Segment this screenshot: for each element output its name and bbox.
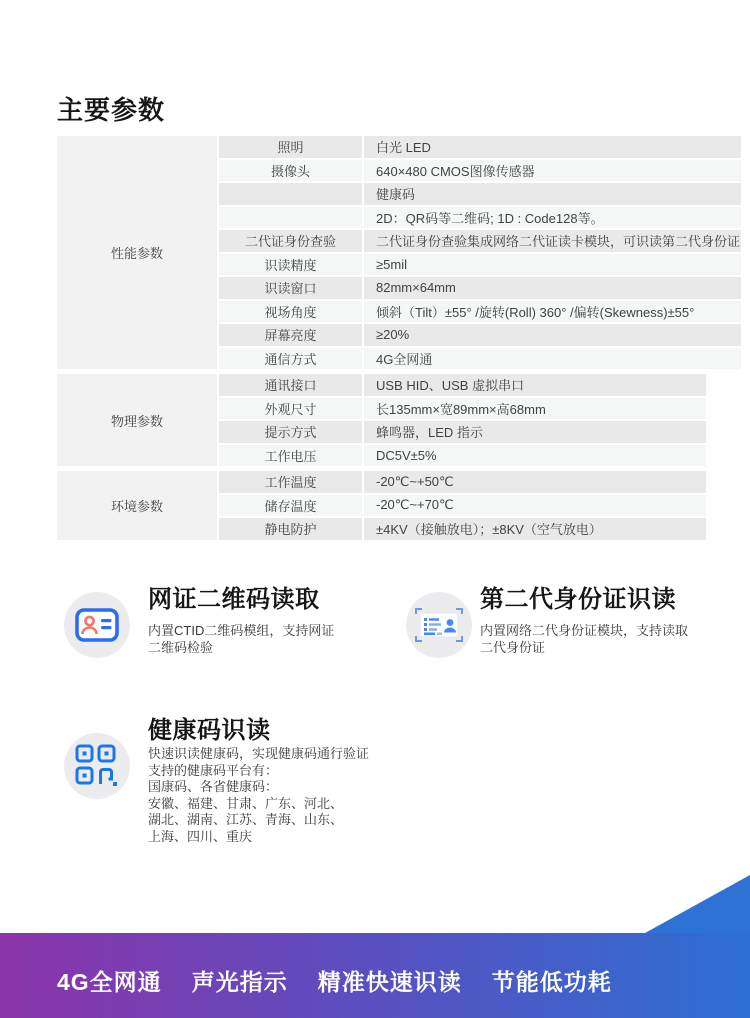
feature-text-id2: 内置网络二代身份证模块，支持读取二代身份证 — [480, 623, 689, 655]
banner-feature-item: 节能低功耗 — [491, 969, 612, 995]
spec-label-cell — [219, 207, 362, 229]
spec-label-cell: 静电防护 — [219, 518, 362, 540]
spec-row — [57, 136, 741, 158]
feature-title-health: 健康码识读 — [148, 717, 271, 744]
spec-label-cell: 工作温度 — [219, 471, 362, 493]
spec-value-cell: 二代证身份查验集成网络二代证读卡模块，可识读第二代身份证 — [364, 230, 741, 252]
banner-feature-item: 4G全网通 — [57, 969, 162, 995]
spec-value-cell: 蜂鸣器，LED 指示 — [364, 421, 706, 443]
health-platform-line: 上海、四川、重庆 — [148, 828, 253, 844]
spec-value-cell: 4G全网通 — [364, 348, 741, 370]
spec-value-cell: ≥5mil — [364, 254, 741, 276]
spec-value-cell: -20℃~+70℃ — [364, 495, 706, 517]
spec-value-cell: 白光 LED — [364, 136, 741, 158]
spec-label-cell: 提示方式 — [219, 421, 362, 443]
health-platform-line: 国康码、各省健康码： — [148, 779, 279, 794]
spec-label-cell: 摄像头 — [219, 160, 362, 182]
spec-value-cell: 长135mm×宽89mm×高68mm — [364, 398, 706, 420]
banner-feature-list — [57, 964, 612, 997]
banner-diagonal-shape — [645, 875, 750, 933]
banner-feature-item: 声光指示 — [191, 969, 288, 995]
spec-row — [57, 471, 706, 493]
feature-text-ctid: 内置CTID二维码模组，支持网证二维码检验 — [148, 623, 335, 655]
spec-value-cell: ≥20% — [364, 324, 741, 346]
spec-section-0 — [55, 134, 743, 371]
id-card-scan-icon — [413, 604, 465, 646]
spec-row — [57, 374, 706, 396]
spec-table — [55, 134, 743, 543]
feature-text-health — [148, 746, 478, 845]
spec-category-cell: 物理参数 — [57, 374, 217, 466]
spec-category-cell: 环境参数 — [57, 471, 217, 540]
spec-label-cell: 视场角度 — [219, 301, 362, 323]
spec-value-cell: ±4KV（接触放电）；±8KV（空气放电） — [364, 518, 706, 540]
spec-section-1 — [55, 372, 708, 468]
feature-title-ctid: 网证二维码读取 — [148, 586, 320, 613]
spec-label-cell: 识读窗口 — [219, 277, 362, 299]
spec-value-cell: -20℃~+50℃ — [364, 471, 706, 493]
qr-code-icon — [74, 743, 120, 789]
health-platform-line: 快速识读健康码，实现健康码通行验证 — [148, 746, 370, 761]
spec-value-cell: 640×480 CMOS图像传感器 — [364, 160, 741, 182]
id-card-scan-icon — [406, 592, 472, 658]
id-card-person-icon — [74, 606, 120, 644]
spec-label-cell: 通讯接口 — [219, 374, 362, 396]
spec-section-2 — [55, 469, 708, 542]
spec-label-cell: 照明 — [219, 136, 362, 158]
spec-value-cell: USB HID、USB 虚拟串口 — [364, 374, 706, 396]
spec-value-cell: DC5V±5% — [364, 445, 706, 467]
health-platform-line: 安徽、福建、甘肃、广东、河北、 — [148, 795, 344, 811]
qr-code-icon — [64, 733, 130, 799]
spec-value-cell: 健康码 — [364, 183, 741, 205]
spec-label-cell: 工作电压 — [219, 445, 362, 467]
health-platform-line: 支持的健康码平台有： — [148, 762, 279, 778]
id-card-person-icon — [64, 592, 130, 658]
spec-label-cell: 识读精度 — [219, 254, 362, 276]
spec-label-cell — [219, 183, 362, 205]
spec-category-cell: 性能参数 — [57, 136, 217, 369]
spec-value-cell: 倾斜（Tilt）±55° /旋转(Roll) 360° /偏转(Skewness)±55° — [364, 301, 741, 323]
feature-title-id2: 第二代身份证识读 — [480, 586, 676, 613]
page-title: 主要参数 — [57, 95, 166, 125]
spec-value-cell: 2D：QR码等二维码; 1D : Code128等。 — [364, 207, 741, 229]
spec-label-cell: 储存温度 — [219, 495, 362, 517]
spec-label-cell: 屏幕亮度 — [219, 324, 362, 346]
spec-label-cell: 外观尺寸 — [219, 398, 362, 420]
health-platform-line: 湖北、湖南、江苏、青海、山东、 — [148, 812, 344, 827]
banner-feature-item: 精准快速识读 — [317, 969, 462, 995]
spec-label-cell: 通信方式 — [219, 348, 362, 370]
spec-label-cell: 二代证身份查验 — [219, 230, 362, 252]
spec-value-cell: 82mm×64mm — [364, 277, 741, 299]
